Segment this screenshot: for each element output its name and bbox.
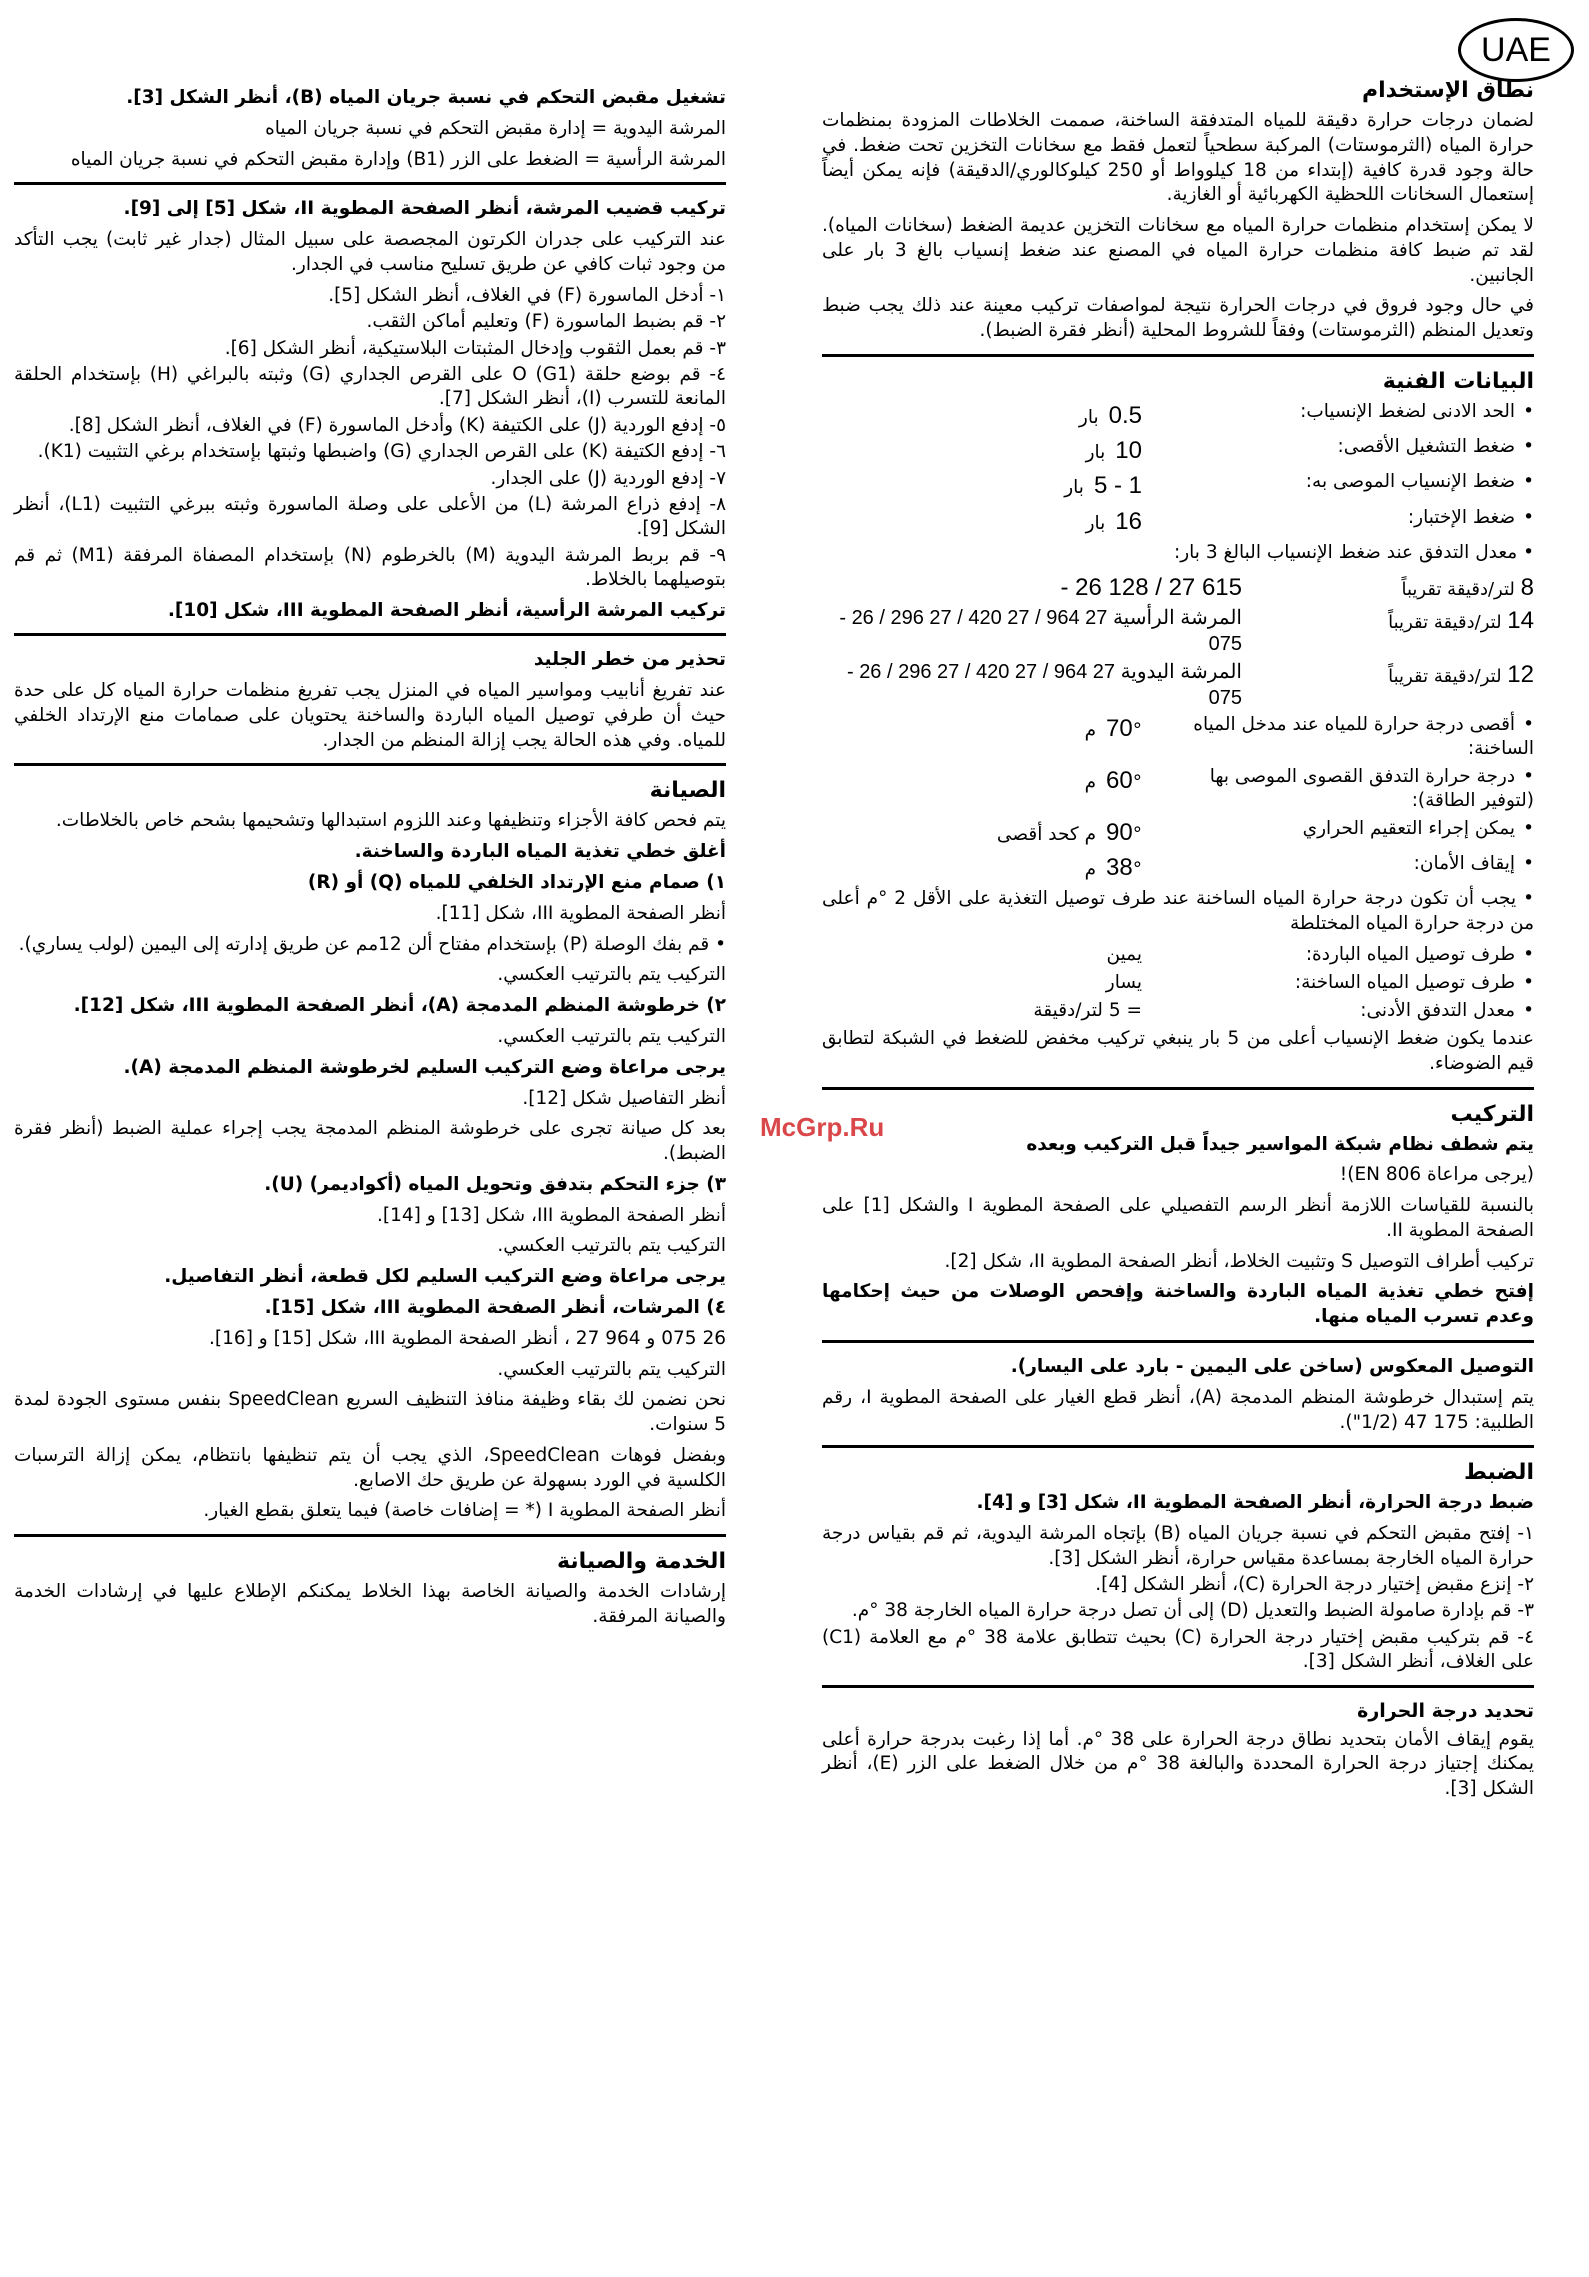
cartridge-details: أنظر التفاصيل شكل [12]. [522, 1087, 726, 1109]
frost-warning-text: عند تفريغ أنابيب ومواسير المياه في المنزل يجب تفريغ منظمات حرارة المياه كل على حدة حيث أن طرفي توصيل المياه الباردة والساخنة يحتويان على صمامات منع الإرتداد الخلفي للمياه. وفي هذه الحالة يجب إزالة المنظم من الجدار. [14, 680, 726, 751]
list-item: ٣- قم بإدارة صامولة الضبط والتعديل (D) إلى أن تصل درجة حرارة المياه الخارجة 38 °م. [851, 1600, 1534, 1622]
spec-item: • يمكن إجراء التعقيم الحراري 90°م كحد أقصى [822, 817, 1534, 848]
temperature-limit-title: تحديد درجة الحرارة [1357, 1699, 1534, 1722]
adjustment-subtitle: ضبط درجة الحرارة، أنظر الصفحة المطوية II، شكل [3] و [4]. [976, 1492, 1534, 1514]
spec-item: • طرف توصيل المياه الباردة: يمين [822, 943, 1534, 967]
diverter-reverse: التركيب يتم بالترتيب العكسي. [497, 1235, 726, 1257]
cartridge-reverse: التركيب يتم بالترتيب العكسي. [497, 1025, 726, 1047]
spec-item: • معدل التدفق الأدنى: = 5 لتر/دقيقة [822, 999, 1534, 1023]
list-item: ٢- قم بضبط الماسورة (F) وتعليم أماكن الثقب. [366, 311, 726, 333]
cartridge-title: ٢) خرطوشة المنظم المدمجة (A)، أنظر الصفحة المطوية III، شكل [12]. [73, 995, 726, 1017]
reverse-connection-title: التوصيل المعكوس (ساخن على اليمين - بارد على اليسار). [1010, 1356, 1534, 1378]
hand-shower-row: المرشة اليدوية = إدارة مقبض التحكم في نسبة جريان المياه [265, 117, 726, 139]
install-leak-check: إفتح خطي تغذية المياه الباردة والساخنة وإفحص الوصلات من حيث إحكامها وعدم تسرب المياه منها. [822, 1281, 1534, 1328]
diverter-note: يرجى مراعاة وضع التركيب السليم لكل قطعة، أنظر التفاصيل. [164, 1266, 726, 1288]
maintenance-text: يتم فحص كافة الأجزاء وتنظيفها وعند اللزوم استبدالها وتشحيمها بشحم خاص بالخلاطات. [55, 810, 726, 832]
reverse-connection-text: يتم إستبدال خرطوشة المنظم المدمجة (A)، أنظر قطع الغيار على الصفحة المطوية I، رقم الطلبية: 175 47 (1/2"). [822, 1386, 1534, 1433]
install-dimensions: بالنسبة للقياسات اللازمة أنظر الرسم التفصيلي على الصفحة المطوية I والشكل [1] على الصفحة المطوية II. [822, 1195, 1535, 1241]
list-item: ٢- إنزع مقبض إختيار درجة الحرارة (C)، أنظر الشكل [4]. [1095, 1573, 1534, 1595]
check-valve-ref: أنظر الصفحة المطوية III، شكل [11]. [435, 902, 726, 924]
divider [822, 1445, 1534, 1448]
list-item: ١- أدخل الماسورة (F) في الغلاف، أنظر الشكل [5]. [328, 284, 726, 306]
install-standard-note: (يرجى مراعاة EN 806)! [1339, 1164, 1534, 1186]
flow-control-title: تشغيل مقبض التحكم في نسبة جريان المياه (B)، أنظر الشكل [3]. [126, 87, 726, 108]
speedclean-guarantee: نحن نضمن لك بقاء وظيفة منافذ التنظيف السريع SpeedClean بنفس مستوى الجودة لمدة 5 سنوات. [14, 1389, 726, 1436]
spare-parts-note: أنظر الصفحة المطوية I (* = إضافات خاصة) فيما يتعلق بقطع الغيار. [203, 1500, 726, 1522]
divider [822, 1340, 1534, 1343]
scope-paragraph-2: لا يمكن إستخدام منظمات حرارة المياه مع سخانات التخزين عديمة الضغط (سخانات المياه). لقد تم ضبط كافة منظمات حرارة المياه في المصنع عند ضغط إنسياب بالغ 3 بار على الجانبين. [822, 215, 1534, 286]
divider [14, 763, 726, 766]
showers-title: ٤) المرشات، أنظر الصفحة المطوية III، شكل [15]. [264, 1296, 726, 1318]
speedclean-note: وبفضل فوهات SpeedClean، الذي يجب أن يتم تنظيفها بانتظام، يمكن إزالة الترسبات الكلسية في الورد بسهولة عن طريق حك الاصابع. [14, 1444, 726, 1491]
scope-title: نطاق الإستخدام [1361, 78, 1534, 103]
spec-item: • ضغط الإختبار: 16بار [822, 506, 1534, 537]
check-valve-reverse: التركيب يتم بالترتيب العكسي. [497, 964, 726, 986]
showers-ref: 26 075 و 964 27 ، أنظر الصفحة المطوية III، شكل [15] و [16]. [209, 1327, 726, 1349]
spec-list-3 [822, 943, 1534, 1023]
divider [14, 633, 726, 636]
list-item: ٩- قم بربط المرشة اليدوية (M) بالخرطوم (N) بإستخدام المصفاة المرفقة (M1) ثم قم بتوصيلهما بالخلاط. [14, 544, 726, 591]
shower-rod-steps [14, 284, 726, 593]
flow-row: 8 لتر/دقيقة تقريباً - 26 128 / 27 615 [1060, 573, 1534, 601]
watermark: McGrp.Ru [760, 1112, 885, 1142]
install-connections: تركيب أطراف التوصيل S وتثبيت الخلاط، أنظر الصفحة المطوية II، شكل [2]. [944, 1250, 1534, 1272]
flow-rate-label: • معدل التدفق عند ضغط الإنسياب البالغ 3 بار: [1173, 541, 1534, 563]
spec-item: • طرف توصيل المياه الساخنة: يسار [822, 971, 1534, 995]
list-item: ١- إفتح مقبض التحكم في نسبة جريان المياه (B) بإتجاه المرشة اليدوية، ثم قم بقياس درجة حرارة المياه الخارجة بمساعدة مقياس حرارة، أنظر الشكل [3]. [822, 1523, 1535, 1569]
spec-item: • ضغط التشغيل الأقصى: 10بار [822, 435, 1534, 466]
temperature-limit-text: يقوم إيقاف الأمان بتحديد نطاق درجة الحرارة على 38 °م. أما إذا رغبت بدرجة حرارة أعلى يمكنك إجتياز درجة الحرارة المحددة والبالغة 38 °م من خلال الضغط على الزر (E)، أنظر الشكل [3]. [822, 1728, 1534, 1800]
maintenance-close-note: أغلق خطي تغذية المياه الباردة والساخنة. [354, 841, 726, 863]
diverter-title: ٣) جزء التحكم بتدفق وتحويل المياه (أكواديمر) (U). [264, 1173, 726, 1195]
maintenance-title: الصيانة [649, 778, 726, 804]
divider [822, 1087, 1534, 1090]
list-item: ٨- إدفع ذراع المرشة (L) من الأعلى على وصلة الماسورة وثبته ببرغي التثبيت (L1)، أنظر الشكل [9]. [14, 493, 726, 540]
cartridge-after: بعد كل صيانة تجرى على خرطوشة المنظم المدمجة يجب إجراء عملية الضبط (أنظر فقرة الضبط). [14, 1118, 726, 1165]
shower-rod-note: عند التركيب على جدران الكرتون المجصصة على سبيل المثال (جدار غير ثابت) يجب التأكد من وجود ثبات كافي عن طريق تسليح مناسب في الجدار. [14, 229, 726, 275]
tech-data-title: البيانات الفنية [1382, 369, 1534, 395]
diverter-ref: أنظر الصفحة المطوية III، شكل [13] و [14]. [376, 1204, 726, 1226]
spec-list-2 [822, 713, 1534, 884]
adjustment-steps [822, 1522, 1534, 1674]
spec-item: • إيقاف الأمان: 38°م [822, 852, 1534, 883]
installation-title: التركيب [1450, 1101, 1534, 1127]
divider [822, 1685, 1534, 1688]
head-shower-title: تركيب المرشة الرأسية، أنظر الصفحة المطوية III، شكل [10]. [167, 599, 726, 621]
scope-paragraph-3: في حال وجود فروق في درجات الحرارة نتيجة لمواصفات تركيب معينة عند ذلك يجب ضبط وتعديل المنظم (الثرموستات) وفقاً للشروط المحلية (أنظر فقرة الضبط). [822, 295, 1534, 342]
showers-reverse: التركيب يتم بالترتيب العكسي. [497, 1358, 726, 1380]
spec-item: • ضغط الإنسياب الموصى به: 1 - 5بار [822, 470, 1534, 501]
adjustment-title: الضبط [1463, 1460, 1534, 1486]
list-item: ٣- قم بعمل الثقوب وإدخال المثبتات البلاستيكية، أنظر الشكل [6]. [224, 337, 726, 359]
cartridge-note: يرجى مراعاة وضع التركيب السليم لخرطوشة المنظم المدمجة (A). [123, 1056, 726, 1078]
head-shower-row: المرشة الرأسية = الضغط على الزر (B1) وإدارة مقبض التحكم في نسبة جريان المياه [70, 148, 726, 170]
list-item: ٦- إدفع الكتيفة (K) على القرص الجداري (G) واضبطها وثبتها بإستخدام برغي التثبيت (K1). [37, 441, 726, 463]
list-item: ٤- قم بوضع حلقة O (G1) على القرص الجداري (G) وثبته بالبراغي (H) بإستخدام الحلقة المانعة للتسرب (I)، أنظر الشكل [7]. [14, 363, 727, 410]
flow-row: 14 لتر/دقيقة تقريباً - المرشة الرأسية 27 964 / 27 420 / 27 296 / 26 075 [839, 606, 1534, 655]
install-flush-note: يتم شطف نظام شبكة المواسير جيداً قبل التركيب وبعده [1026, 1133, 1534, 1155]
frost-warning-title: تحذير من خطر الجليد [533, 649, 726, 671]
scope-paragraph-1: لضمان درجات حرارة دقيقة للمياه المتدفقة الساخنة، صممت الخلاطات المزودة بمنظمات حرارة المياه (الثرموستات) المركبة سطحياً لتعمل فقط مع سخانات التخزين تحت ضغط. في حالة وجود قدرة كافية (إبتداء من 18 كيلوواط أو 250 كيلوكالوري/الدقيقة) فإنه يمكن أيضاً إستعمال السخانات اللحظية الكهربائية أو الغازية. [822, 110, 1534, 206]
list-item: ٤- قم بتركيب مقبض إختيار درجة الحرارة (C) بحيث تتطابق علامة 38 °م مع العلامة (C1) على الغلاف، أنظر الشكل [3]. [822, 1626, 1534, 1673]
check-valve-title: ١) صمام منع الإرتداد الخلفي للمياه (Q) أو (R) [307, 872, 726, 894]
spec-item: • درجة حرارة التدفق القصوى الموصى بها (لتوفير الطاقة): 60°م [822, 765, 1534, 813]
spec-list [822, 400, 1534, 537]
spec-item: • الحد الادنى لضغط الإنسياب: 0.5بار [822, 400, 1534, 431]
shower-rod-title: تركيب قضيب المرشة، أنظر الصفحة المطوية II، شكل [5] إلى [9]. [123, 198, 726, 220]
left-column [14, 86, 726, 1636]
check-valve-bullet: • قم بفك الوصلة (P) بإستخدام مفتاح ألن 12مم عن طريق إدارته إلى اليمين (لولب يساري). [18, 933, 726, 955]
country-badge: UAE [1458, 18, 1574, 82]
divider [14, 182, 726, 185]
list-item: ٧- إدفع الوردية (J) على الجدار. [490, 467, 726, 489]
divider [14, 1534, 726, 1537]
pressure-note: عندما يكون ضغط الإنسياب أعلى من 5 بار ينبغي تركيب مخفض للضغط في الشبكة لتطابق قيم الضوضاء. [822, 1028, 1534, 1074]
spec-item: • أقصى درجة حرارة للمياه عند مدخل المياه الساخنة: 70°م [822, 713, 1534, 761]
service-title: الخدمة والصيانة [557, 1549, 726, 1575]
divider [822, 354, 1534, 357]
hot-water-note: • يجب أن تكون درجة حرارة المياه الساخنة عند طرف توصيل التغذية على الأقل 2 °م أعلى من درجة حرارة المياه المختلطة [822, 888, 1534, 935]
list-item: ٥- إدفع الوردية (J) على الكتيفة (K) وأدخل الماسورة (F) في الغلاف، أنظر الشكل [8]. [68, 414, 726, 436]
service-text: إرشادات الخدمة والصيانة الخاصة بهذا الخلاط يمكنكم الإطلاع عليها في إرشادات الخدمة والصيانة المرفقة. [14, 1581, 726, 1627]
right-column [822, 78, 1534, 1808]
flow-row: 12 لتر/دقيقة تقريباً - المرشة اليدوية 27 964 / 27 420 / 27 296 / 26 075 [846, 660, 1534, 709]
